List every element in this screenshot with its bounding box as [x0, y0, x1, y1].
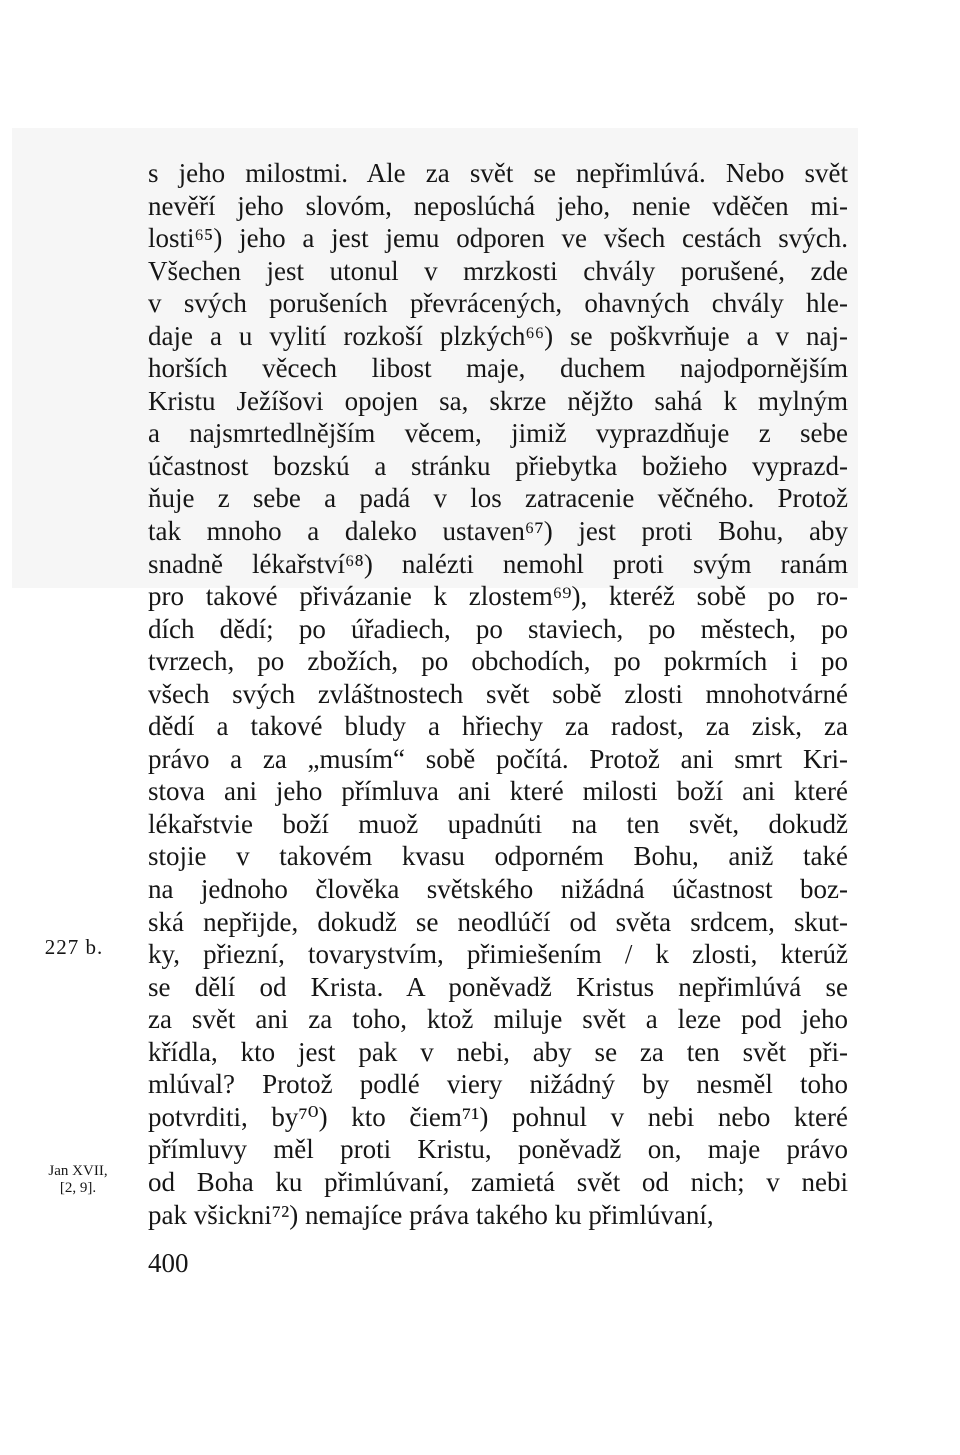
- text-line: dích dědí; po úřadiech, po staviech, po městech, po: [148, 613, 848, 644]
- text-line: tak mnoho a daleko ustaven⁶⁷) jest proti Bohu, aby: [148, 516, 848, 547]
- text-line: ská nepřijde, dokudž se neodlúčí od světa srdcem, skut-: [148, 906, 848, 937]
- text-line: Kristu Ježíšovi opojen sa, skrze nějžto sahá k mylným: [148, 385, 848, 416]
- body-text: [148, 157, 848, 1231]
- text-line: lékařstvie boží muož upadnúti na ten svět, dokudž: [148, 808, 848, 839]
- text-line: s jeho milostmi. Ale za svět se nepřimlúvá. Nebo svět: [148, 158, 848, 188]
- text-line: losti⁶⁵) jeho a jest jemu odporen ve všech cestách svých.: [148, 223, 848, 254]
- text-line: mlúval? Protož podlé viery nižádný by nesměl toho: [148, 1069, 848, 1100]
- text-line: nevěří jeho slovóm, neposlúchá jeho, nenie vděčen mi-: [148, 190, 848, 221]
- text-line: se dělí od Krista. A poněvadž Kristus nepřimlúvá se: [148, 971, 848, 1002]
- text-line: v svých porušeních převrácených, ohavných chvály hle-: [148, 288, 848, 319]
- text-line: ky, přiezní, tovarystvím, přimiešením / k zlosti, kterúž: [148, 939, 848, 970]
- text-line: stova ani jeho přímluva ani které milosti boží ani které: [148, 776, 848, 807]
- text-line: křídla, kto jest pak v nebi, aby se za ten svět při-: [148, 1036, 848, 1067]
- text-line: snadně lékařství⁶⁸) nalézti nemohl proti svým ranám: [148, 548, 848, 579]
- folio-marker: 227 b.: [44, 935, 104, 959]
- text-line: všech svých zvláštnostech svět sobě zlosti mnohotvárné: [148, 678, 848, 709]
- bible-reference-line-2: [2, 9].: [59, 1180, 97, 1196]
- text-line: ňuje z sebe a padá v los zatracenie věčného. Protož: [148, 483, 848, 514]
- bible-reference: [33, 1163, 123, 1197]
- text-line: potvrditi, by⁷⁰) kto čiem⁷¹) pohnul v nebi nebo které: [148, 1101, 848, 1132]
- text-line: pro takové přivázanie k zlostem⁶⁹), kteréž sobě po ro-: [148, 581, 848, 612]
- text-line: na jednoho člověka světského nižádná účastnost boz-: [148, 874, 848, 905]
- text-line: právo a za „musím“ sobě počítá. Protož ani smrt Kri-: [148, 743, 848, 774]
- text-line: daje a u vylití rozkoší plzkých⁶⁶) se poškvrňuje a v naj-: [148, 320, 848, 351]
- text-line: horších věcech libost maje, duchem najodpornějším: [148, 353, 848, 384]
- text-line: za svět ani za toho, ktož miluje svět a leze pod jeho: [148, 1004, 848, 1035]
- page-number: 400: [148, 1248, 189, 1278]
- text-line: dědí a takové bludy a hřiechy za radost, za zisk, za: [148, 711, 848, 742]
- bible-reference-line-1: Jan XVII,: [48, 1163, 108, 1179]
- text-line: Všechen jest utonul v mrzkosti chvály porušené, zde: [148, 255, 848, 286]
- text-line: přímluvy měl proti Kristu, poněvadž on, maje právo: [148, 1134, 848, 1165]
- text-line: tvrzech, po zbožích, po obchodích, po pokrmích i po: [148, 646, 848, 677]
- text-line: účastnost bozskú a stránku přiebytka božieho vyprazd-: [148, 450, 848, 481]
- text-line: pak všickni⁷²) nemajíce práva takého ku přimlúvaní,: [148, 1199, 714, 1230]
- text-line: od Boha ku přimlúvaní, zamietá svět od nich; v nebi: [148, 1166, 848, 1197]
- text-line: stojie v takovém kvasu odporném Bohu, aniž také: [148, 841, 848, 872]
- text-line: a najsmrtedlnějším věcem, jimiž vyprazdňuje z sebe: [148, 418, 848, 449]
